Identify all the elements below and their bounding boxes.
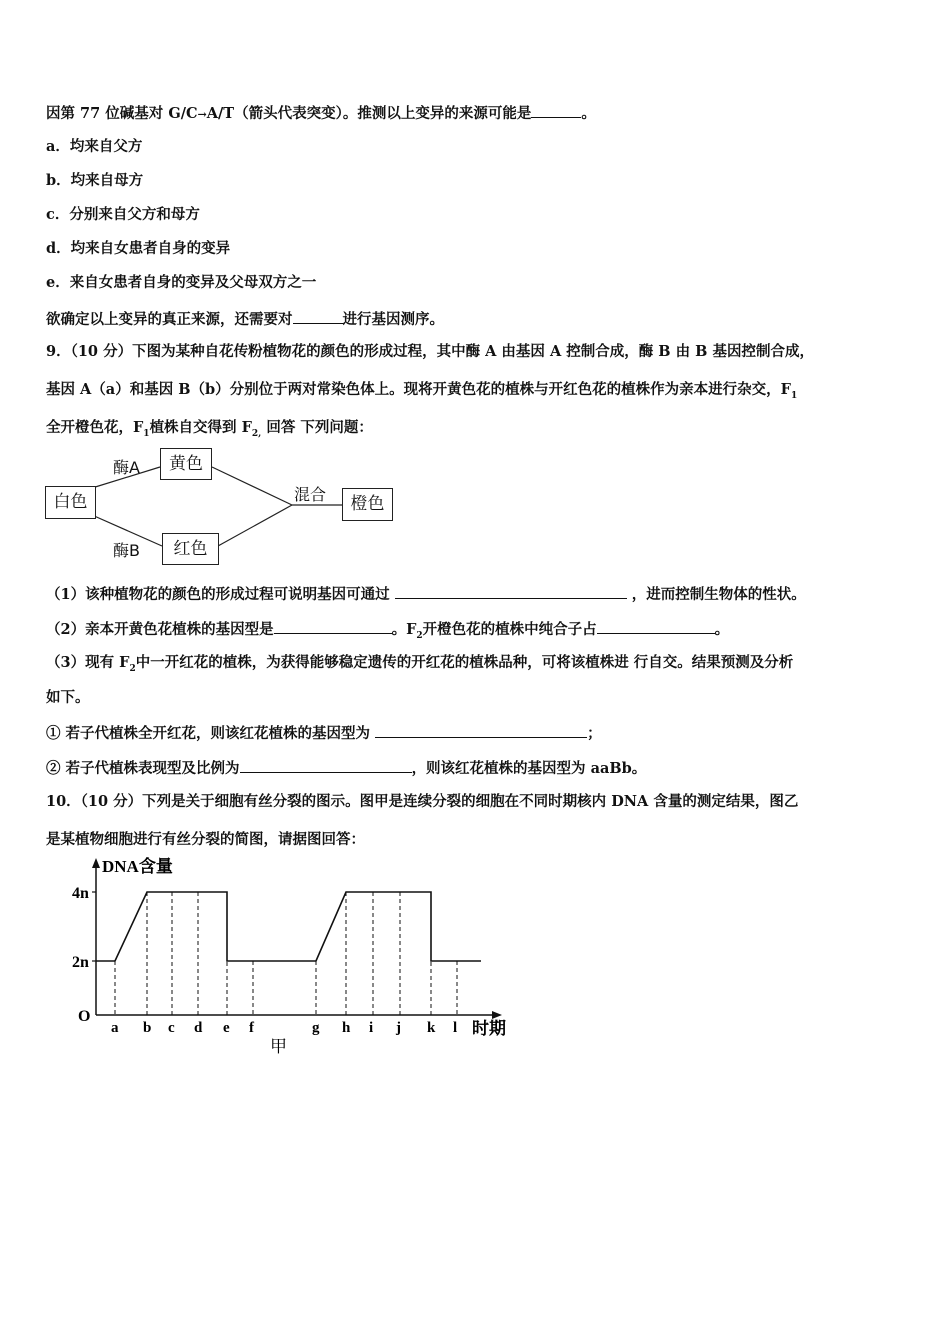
q9-part3-text-b: 中一开红花的植株，为获得能够稳定遗传的开红花的植株品种，可将该植株进 行自交。结果预测及分析 (135, 654, 794, 671)
dna-content-chart (60, 850, 530, 1065)
connector-red-mix (218, 505, 292, 546)
label-enzyme-b: 酶B (113, 541, 140, 560)
x-tick-label-k: k (427, 1020, 436, 1036)
q8-line1-end: 。 (581, 105, 596, 122)
q9-line1: 9．（10 分）下图为某种自花传粉植物花的颜色的形成过程，其中酶 A 由基因 A 控制合成，酶 B 由 B 基因控制合成， (46, 343, 814, 360)
box-orange: 橙色 (342, 488, 393, 521)
q9-result2-text-b: ，则该红花植株的基因型为 aaBb。 (411, 760, 647, 777)
y-axis-arrow (92, 858, 100, 868)
q9-result2-blank[interactable] (240, 758, 412, 773)
box-red: 红色 (162, 533, 219, 565)
q10-line1: 10．（10 分）下列是关于细胞有丝分裂的图示。图甲是连续分裂的细胞在不同时期核内 DNA 含量的测定结果，图乙 (46, 793, 799, 810)
chart-caption: 甲 (270, 1037, 287, 1056)
q8-confirm-text-b: 进行基因测序。 (342, 311, 444, 328)
q9-part1-text-a: （1）该种植物花的颜色的形成过程可说明基因可通过 (46, 586, 390, 603)
q8-line1-text-b: A/T（箭头代表突变）。推测以上变异的来源可能是 (206, 105, 532, 122)
q9-line3-text-c: 回答 下列问题： (261, 419, 373, 436)
x-tick-label-a: a (111, 1020, 119, 1036)
q9-part1-text-b: ，进而控制生物体的性状。 (631, 586, 806, 603)
x-tick-label-g: g (312, 1020, 320, 1036)
box-white: 白色 (45, 486, 96, 519)
q9-part3-sub: 2 (129, 663, 136, 674)
q8-option-c: c．分别来自父方和母方 (46, 206, 200, 223)
arrow-symbol: → (197, 108, 207, 121)
q8-line1-text-a: 因第 77 位碱基对 G/C (46, 105, 198, 122)
q9-part1 (46, 584, 806, 605)
q9-part3-text-a: （3）现有 F (46, 654, 130, 671)
q9-line3-text-b: 植株自交得到 F (149, 419, 252, 436)
q9-line3-sub1: 1 (143, 428, 150, 439)
q10-line2: 是某植物细胞进行有丝分裂的简图，请据图回答： (46, 831, 365, 848)
q9-result2-text-a: ② 若子代植株表现型及比例为 (46, 760, 240, 777)
q9-line2-sub: 1 (790, 390, 798, 401)
x-tick-label-c: c (168, 1020, 175, 1036)
q9-part2 (46, 619, 729, 646)
label-enzyme-a: 酶A (113, 458, 140, 477)
q9-part2-blank-1[interactable] (274, 619, 392, 634)
connector-yellow-mix (212, 467, 292, 505)
q8-option-d: d．均来自女患者自身的变异 (46, 240, 231, 257)
x-axis-title: 时期 (472, 1019, 506, 1038)
q8-option-e: e．来自女患者自身的变异及父母双方之一 (46, 274, 317, 291)
x-tick-label-e: e (223, 1020, 230, 1036)
q9-result1-blank[interactable] (375, 723, 587, 738)
x-tick-label-h: h (342, 1020, 351, 1036)
x-tick-label-l: l (453, 1020, 458, 1036)
label-mix: 混合 (294, 485, 327, 504)
q8-option-b: b．均来自母方 (46, 172, 144, 189)
q9-part3 (46, 653, 793, 679)
q9-part2-blank-2[interactable] (597, 619, 715, 634)
q9-part2-sub: 2 (416, 630, 423, 641)
q9-part2-text-a: （2）亲本开黄色花植株的基因型是 (46, 621, 274, 638)
q8-confirm-text-a: 欲确定以上变异的真正来源，还需要对 (46, 311, 293, 328)
q9-part2-text-c: 开橙色花的植株中纯合子占 (422, 621, 597, 638)
q9-result1-text-a: ① 若子代植株全开红花，则该红花植株的基因型为 (46, 725, 371, 742)
q9-line3-text-a: 全开橙色花，F (46, 419, 144, 436)
q9-result2 (46, 758, 646, 779)
y-tick-label-4n: 4n (72, 885, 89, 902)
x-tick-label-d: d (194, 1020, 203, 1036)
q9-part3-cont: 如下。 (46, 689, 90, 706)
q9-line2-text: 基因 A（a）和基因 B（b）分别位于两对常染色体上。现将开黄色花的植株与开红色花的植株作为亲本进行杂交，F (46, 381, 791, 398)
q9-line3-sub2: 2, (251, 428, 262, 439)
q9-part1-blank[interactable] (395, 584, 627, 599)
q9-result1 (46, 723, 602, 744)
x-tick-label-i: i (369, 1020, 374, 1036)
x-tick-label-b: b (143, 1020, 152, 1036)
x-tick-label-j: j (396, 1020, 401, 1036)
y-tick-label-2n: 2n (72, 954, 89, 971)
box-yellow: 黄色 (160, 448, 212, 480)
dna-content-line (96, 892, 481, 961)
x-tick-label-f: f (249, 1020, 254, 1036)
y-axis-title: DNA含量 (102, 857, 173, 876)
q8-option-a: a．均来自父方 (46, 138, 143, 155)
x-axis-arrow (492, 1011, 502, 1019)
q9-part2-text-d: 。 (714, 621, 730, 638)
q9-part2-text-b: 。F (391, 621, 417, 638)
origin-label: O (78, 1008, 91, 1025)
q9-result1-text-b: ； (587, 725, 602, 742)
